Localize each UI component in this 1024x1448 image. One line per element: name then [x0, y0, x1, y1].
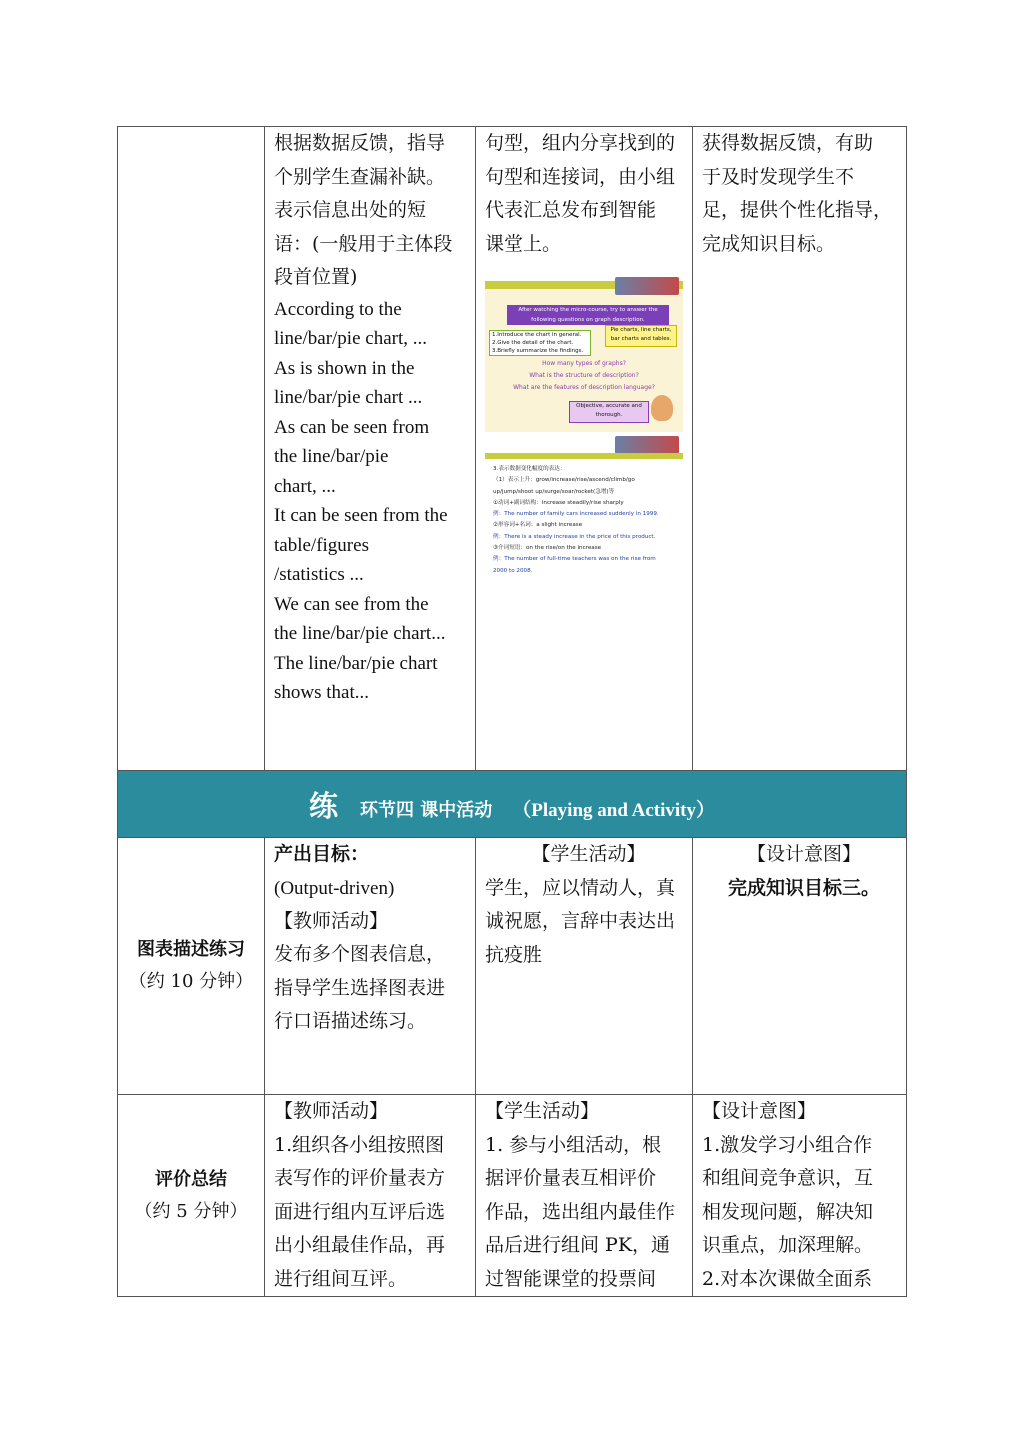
- cell-student-activity: [476, 1095, 693, 1297]
- slide-line: 3.表示数据变化幅度的表达：: [493, 466, 566, 472]
- slide-logo: [615, 277, 679, 295]
- phrase-line: the line/bar/pie: [274, 446, 389, 467]
- lesson-plan-table: [117, 126, 907, 1297]
- phrase-line: table/figures: [274, 534, 369, 556]
- slide-question-2: What is the structure of description?: [529, 372, 639, 379]
- slide-expressions-text: [493, 464, 683, 577]
- student-heading: 【学生活动】: [485, 1100, 600, 1122]
- design-intent-text: 完成知识目标三。: [727, 876, 880, 899]
- cell-student-activity: [476, 838, 693, 1095]
- phrase-line: line/bar/pie chart, ...: [274, 328, 427, 349]
- slide-callout-types: Pie charts, line charts, bar charts and tables.: [605, 325, 677, 347]
- design-intent-text: 1.激发学习小组合作 和组间竞争意识，互 相发现问题，解决知 识重点，加深理解。 2.对本次课做全面系: [702, 1133, 874, 1290]
- slide-line: ①动词+副词结构：increase steadily/rise sharply: [493, 499, 624, 506]
- cell-design-intent: [693, 1095, 907, 1297]
- cartoon-student-icon: [651, 395, 673, 421]
- slide-top-bar: [485, 453, 683, 459]
- cell-design-intent: [693, 838, 907, 1095]
- cell-row-label: [118, 838, 265, 1095]
- stage-banner: [118, 771, 907, 838]
- student-activity-text: 句型，组内分享找到的 句型和连接词，由小组 代表汇总发布到智能 课堂上。: [485, 132, 676, 255]
- cell-empty-label: [118, 127, 265, 771]
- phrase-list: [274, 295, 475, 708]
- stage-name: 环节四 课中活动: [360, 799, 493, 821]
- slide-line: ②形容词+名词：a slight increase: [493, 522, 583, 529]
- cell-row-label: [118, 1095, 265, 1297]
- cell-teacher-activity: [265, 127, 476, 771]
- goal-english: (Output-driven): [274, 877, 395, 899]
- student-activity-text: 学生，应以情动人，真 诚祝愿，言辞中表达出 抗疫胜: [485, 876, 676, 966]
- stage-char: 练: [309, 788, 339, 823]
- slide-list-item: 2.Give the detail of the chart.: [492, 340, 574, 346]
- design-intent-text: 获得数据反馈，有助 于及时发现学生不 足，提供个性化指导， 完成知识目标。: [702, 132, 893, 255]
- slide-structure-list: [489, 330, 591, 356]
- phrase-line: /statistics ...: [274, 564, 364, 585]
- row-label: 图表描述练习: [137, 939, 245, 960]
- slide-question-3: What are the features of description language?: [513, 384, 655, 391]
- slide-logo: [615, 436, 679, 454]
- slide-list-item: 1.Introduce the chart in general.: [492, 332, 582, 338]
- slide-example-line: 例：There is a steady increase in the price of this product.: [493, 533, 656, 540]
- row-label: 评价总结: [155, 1168, 227, 1190]
- student-heading: 【学生活动】: [531, 843, 646, 865]
- stage-english: （Playing and Activity）: [512, 799, 715, 821]
- slide-thumbnail-questions: [485, 281, 683, 432]
- slide-example-line: 例：The number of full-time teachers was on the rise from: [493, 556, 656, 563]
- cell-teacher-activity: [265, 1095, 476, 1297]
- phrase-line: As is shown in the: [274, 357, 415, 379]
- teacher-activity-text: 发布多个图表信息， 指导学生选择图表进 行口语描述练习。: [274, 943, 446, 1032]
- row-evaluation-summary: [118, 1095, 907, 1297]
- teacher-heading: 【教师活动】: [274, 909, 389, 932]
- stage-banner-row: [118, 771, 907, 838]
- phrase-line: The line/bar/pie chart: [274, 652, 438, 674]
- cell-teacher-activity: [265, 838, 476, 1095]
- slide-line: （1）表示上升：grow/increase/rise/ascend/climb/go: [493, 477, 635, 484]
- phrase-line: the line/bar/pie chart...: [274, 623, 446, 644]
- row-duration: （约 10 分钟）: [128, 971, 254, 992]
- row-sentence-patterns: [118, 127, 907, 771]
- cell-design-intent: [693, 127, 907, 771]
- phrase-line: As can be seen from: [274, 416, 430, 438]
- stage-title: [309, 788, 715, 823]
- slide-line: ③介词短语：on the rise/on the increase: [493, 545, 602, 552]
- goal-label: 产出目标：: [274, 843, 370, 865]
- row-chart-description-practice: [118, 838, 907, 1095]
- slide-question-box: After watching the micro-course, try to answer the following questions on graph description.: [507, 305, 669, 325]
- cell-student-activity: [476, 127, 693, 771]
- slide-list-item: 3.Briefly summarize the findings.: [492, 348, 584, 354]
- phrase-line: We can see from the: [274, 593, 429, 615]
- row-duration: （约 5 分钟）: [134, 1200, 248, 1222]
- teacher-guidance-text: 根据数据反馈，指导 个别学生查漏补缺。 表示信息出处的短 语：(一般用于主体段 段首位置): [274, 132, 453, 288]
- slide-example-line: 例：The number of family cars increased suddenly in 1999.: [493, 511, 659, 518]
- phrase-line: line/bar/pie chart ...: [274, 387, 423, 408]
- slide-line: up/jump/shoot up/surge/soar/rocket(急增)等: [493, 488, 615, 495]
- phrase-line: chart, ...: [274, 475, 336, 497]
- phrase-line: According to the: [274, 298, 402, 320]
- design-heading: 【设计意图】: [702, 1100, 817, 1122]
- design-heading: 【设计意图】: [746, 843, 861, 865]
- teacher-heading: 【教师活动】: [274, 1100, 389, 1122]
- slide-callout-objective: Objective, accurate and thorough.: [569, 401, 649, 423]
- teacher-activity-text: 1.组织各小组按照图 表写作的评价量表方 面进行组内互评后选 出小组最佳作品，再 进行组间互评。: [274, 1133, 446, 1290]
- phrase-line: shows that...: [274, 682, 369, 703]
- slide-example-line: 2000 to 2008.: [493, 567, 533, 574]
- phrase-line: It can be seen from the: [274, 505, 448, 526]
- slide-question-1: How many types of graphs?: [542, 360, 626, 367]
- student-activity-text: 1. 参与小组活动，根 据评价量表互相评价 作品，选出组内最佳作 品后进行组间 PK，通 过智能课堂的投票间: [485, 1133, 676, 1290]
- slide-thumbnail-expressions: [485, 436, 683, 574]
